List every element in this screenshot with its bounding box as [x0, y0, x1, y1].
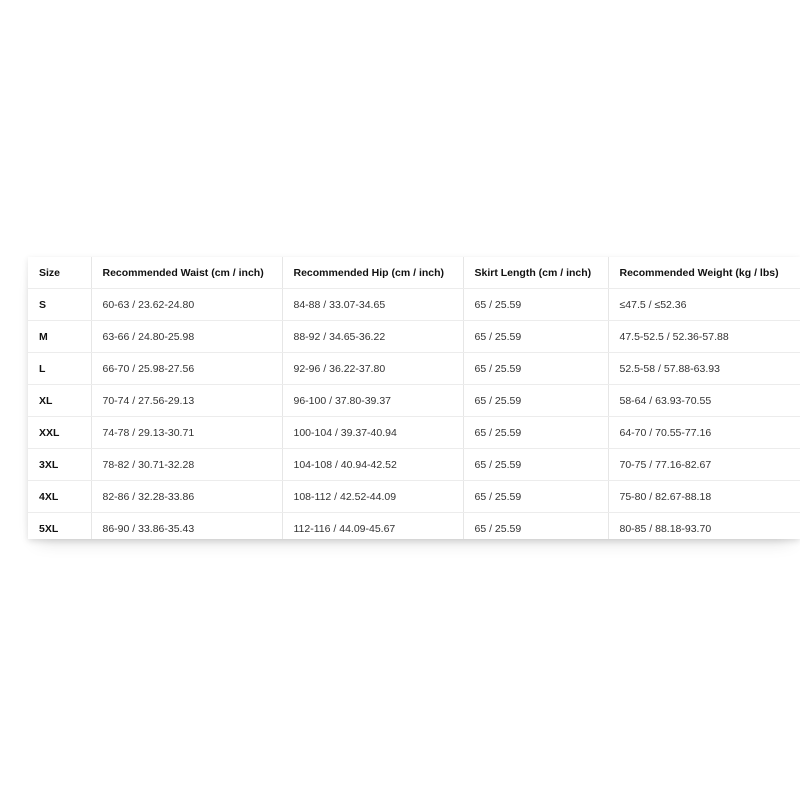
waist-cell: 74-78 / 29.13-30.71 — [91, 417, 282, 449]
header-size: Size — [28, 257, 91, 289]
weight-cell: 47.5-52.5 / 52.36-57.88 — [608, 321, 800, 353]
table-row — [28, 321, 800, 353]
header-skirt-length: Skirt Length (cm / inch) — [463, 257, 608, 289]
table-row — [28, 513, 800, 540]
waist-cell: 66-70 / 25.98-27.56 — [91, 353, 282, 385]
size-cell: S — [28, 289, 91, 321]
skirt-length-cell: 65 / 25.59 — [463, 481, 608, 513]
size-cell: 5XL — [28, 513, 91, 540]
weight-cell: ≤47.5 / ≤52.36 — [608, 289, 800, 321]
hip-cell: 84-88 / 33.07-34.65 — [282, 289, 463, 321]
hip-cell: 100-104 / 39.37-40.94 — [282, 417, 463, 449]
weight-cell: 70-75 / 77.16-82.67 — [608, 449, 800, 481]
skirt-length-cell: 65 / 25.59 — [463, 449, 608, 481]
table-row — [28, 289, 800, 321]
weight-cell: 52.5-58 / 57.88-63.93 — [608, 353, 800, 385]
weight-cell: 58-64 / 63.93-70.55 — [608, 385, 800, 417]
table-row — [28, 449, 800, 481]
skirt-length-cell: 65 / 25.59 — [463, 321, 608, 353]
weight-cell: 64-70 / 70.55-77.16 — [608, 417, 800, 449]
skirt-length-cell: 65 / 25.59 — [463, 289, 608, 321]
hip-cell: 112-116 / 44.09-45.67 — [282, 513, 463, 540]
skirt-length-cell: 65 / 25.59 — [463, 385, 608, 417]
skirt-length-cell: 65 / 25.59 — [463, 353, 608, 385]
weight-cell: 75-80 / 82.67-88.18 — [608, 481, 800, 513]
size-chart-card — [28, 257, 800, 539]
waist-cell: 86-90 / 33.86-35.43 — [91, 513, 282, 540]
table-row — [28, 417, 800, 449]
waist-cell: 82-86 / 32.28-33.86 — [91, 481, 282, 513]
waist-cell: 63-66 / 24.80-25.98 — [91, 321, 282, 353]
size-chart-table — [28, 257, 800, 539]
hip-cell: 104-108 / 40.94-42.52 — [282, 449, 463, 481]
table-row — [28, 385, 800, 417]
hip-cell: 92-96 / 36.22-37.80 — [282, 353, 463, 385]
size-cell: M — [28, 321, 91, 353]
header-hip: Recommended Hip (cm / inch) — [282, 257, 463, 289]
hip-cell: 96-100 / 37.80-39.37 — [282, 385, 463, 417]
hip-cell: 108-112 / 42.52-44.09 — [282, 481, 463, 513]
waist-cell: 70-74 / 27.56-29.13 — [91, 385, 282, 417]
size-cell: XXL — [28, 417, 91, 449]
weight-cell: 80-85 / 88.18-93.70 — [608, 513, 800, 540]
size-cell: L — [28, 353, 91, 385]
size-cell: 4XL — [28, 481, 91, 513]
table-row — [28, 353, 800, 385]
skirt-length-cell: 65 / 25.59 — [463, 417, 608, 449]
size-cell: XL — [28, 385, 91, 417]
skirt-length-cell: 65 / 25.59 — [463, 513, 608, 540]
size-cell: 3XL — [28, 449, 91, 481]
header-row — [28, 257, 800, 289]
waist-cell: 60-63 / 23.62-24.80 — [91, 289, 282, 321]
table-row — [28, 481, 800, 513]
header-waist: Recommended Waist (cm / inch) — [91, 257, 282, 289]
waist-cell: 78-82 / 30.71-32.28 — [91, 449, 282, 481]
header-weight: Recommended Weight (kg / lbs) — [608, 257, 800, 289]
hip-cell: 88-92 / 34.65-36.22 — [282, 321, 463, 353]
